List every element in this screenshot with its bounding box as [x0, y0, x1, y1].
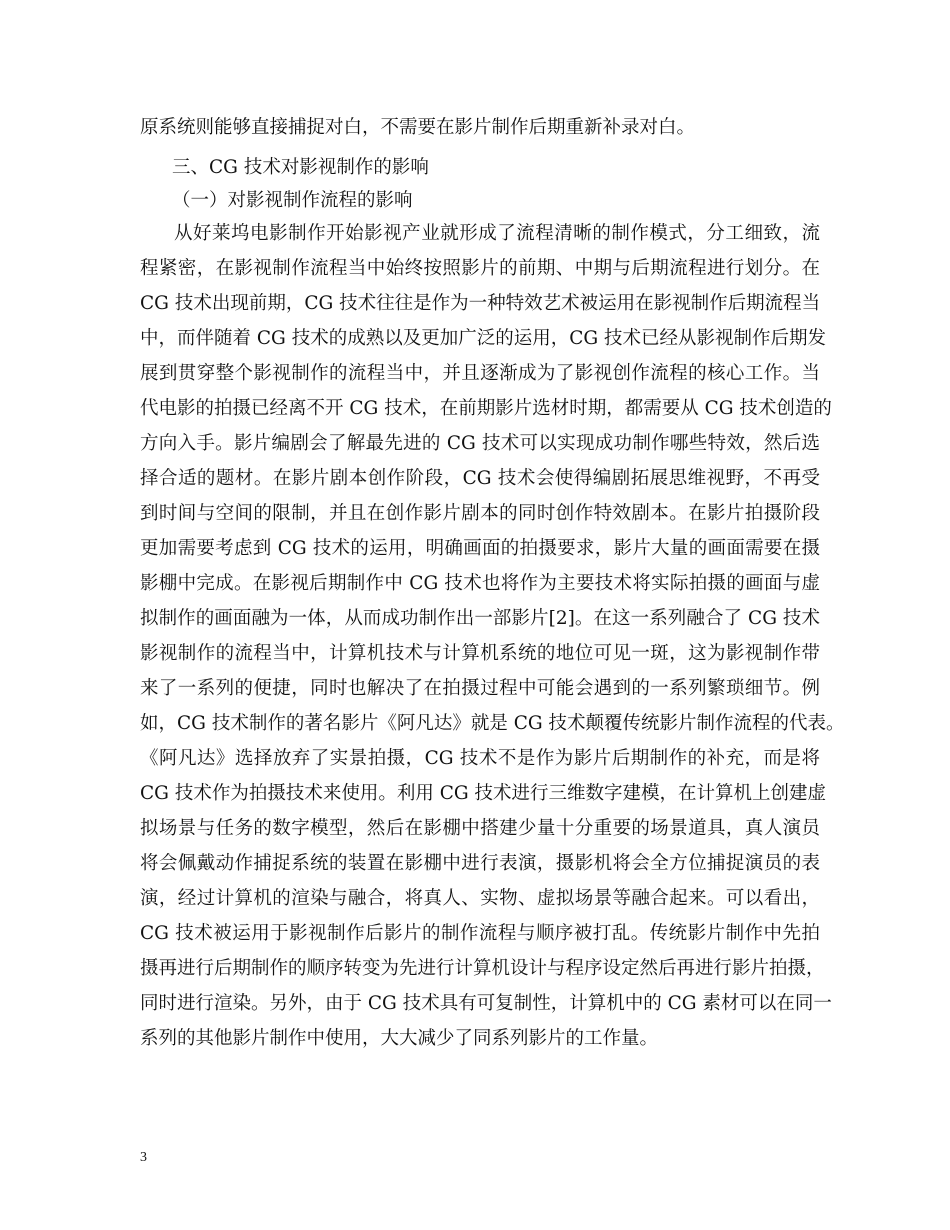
body-line: 演，经过计算机的渲染与融合，将真人、实物、虚拟场景等融合起来。可以看出， — [140, 888, 820, 909]
body-line: 方向入手。影片编剧会了解最先进的 CG 技术可以实现成功制作哪些特效，然后选 — [140, 433, 820, 454]
body-line: 影棚中完成。在影视后期制作中 CG 技术也将作为主要技术将实际拍摄的画面与虚 — [140, 573, 820, 594]
subsection-heading: （一）对影视制作流程的影响 — [172, 190, 413, 211]
body-line: 从好莱坞电影制作开始影视产业就形成了流程清晰的制作模式，分工细致，流 — [174, 223, 820, 244]
body-line: 更加需要考虑到 CG 技术的运用，明确画面的拍摄要求，影片大量的画面需要在摄 — [140, 538, 820, 559]
body-line: 将会佩戴动作捕捉系统的装置在影棚中进行表演，摄影机将会全方位捕捉演员的表 — [140, 853, 820, 874]
body-line: 到时间与空间的限制，并且在创作影片剧本的同时创作特效剧本。在影片拍摄阶段 — [140, 503, 820, 524]
body-line: 择合适的题材。在影片剧本创作阶段，CG 技术会使得编剧拓展思维视野，不再受 — [140, 468, 820, 489]
body-line: CG 技术被运用于影视制作后影片的制作流程与顺序被打乱。传统影片制作中先拍 — [140, 923, 820, 944]
body-line: 影视制作的流程当中，计算机技术与计算机系统的地位可见一斑，这为影视制作带 — [140, 643, 820, 664]
body-line: 拟制作的画面融为一体，从而成功制作出一部影片[2]。在这一系列融合了 CG 技术 — [140, 608, 820, 629]
body-line: 如，CG 技术制作的著名影片《阿凡达》就是 CG 技术颠覆传统影片制作流程的代表。 — [140, 713, 845, 734]
body-line: 展到贯穿整个影视制作的流程当中，并且逐渐成为了影视创作流程的核心工作。当 — [140, 363, 820, 384]
body-line: 原系统则能够直接捕捉对白，不需要在影片制作后期重新补录对白。 — [140, 117, 696, 138]
body-line: 系列的其他影片制作中使用，大大减少了同系列影片的工作量。 — [140, 1028, 659, 1049]
body-line: CG 技术出现前期，CG 技术往往是作为一种特效艺术被运用在影视制作后期流程当 — [140, 293, 821, 314]
body-line: CG 技术作为拍摄技术来使用。利用 CG 技术进行三维数字建模，在计算机上创建虚 — [140, 783, 827, 804]
body-line: 摄再进行后期制作的顺序转变为先进行计算机设计与程序设定然后再进行影片拍摄， — [140, 958, 825, 979]
body-line: 代电影的拍摄已经离不开 CG 技术，在前期影片选材时期，都需要从 CG 技术创造的 — [140, 398, 832, 419]
section-heading: 三、CG 技术对影视制作的影响 — [172, 157, 429, 178]
body-line: 《阿凡达》选择放弃了实景拍摄，CG 技术不是作为影片后期制作的补充，而是将 — [140, 748, 820, 769]
page-number: 3 — [140, 1150, 147, 1165]
body-line: 拟场景与任务的数字模型，然后在影棚中搭建少量十分重要的场景道具，真人演员 — [140, 818, 820, 839]
body-line: 来了一系列的便捷，同时也解决了在拍摄过程中可能会遇到的一系列繁琐细节。例 — [140, 678, 820, 699]
body-line: 中，而伴随着 CG 技术的成熟以及更加广泛的运用，CG 技术已经从影视制作后期发 — [140, 328, 827, 349]
body-line: 程紧密，在影视制作流程当中始终按照影片的前期、中期与后期流程进行划分。在 — [140, 258, 820, 279]
body-line: 同时进行渲染。另外，由于 CG 技术具有可复制性，计算机中的 CG 素材可以在同一 — [140, 993, 832, 1014]
